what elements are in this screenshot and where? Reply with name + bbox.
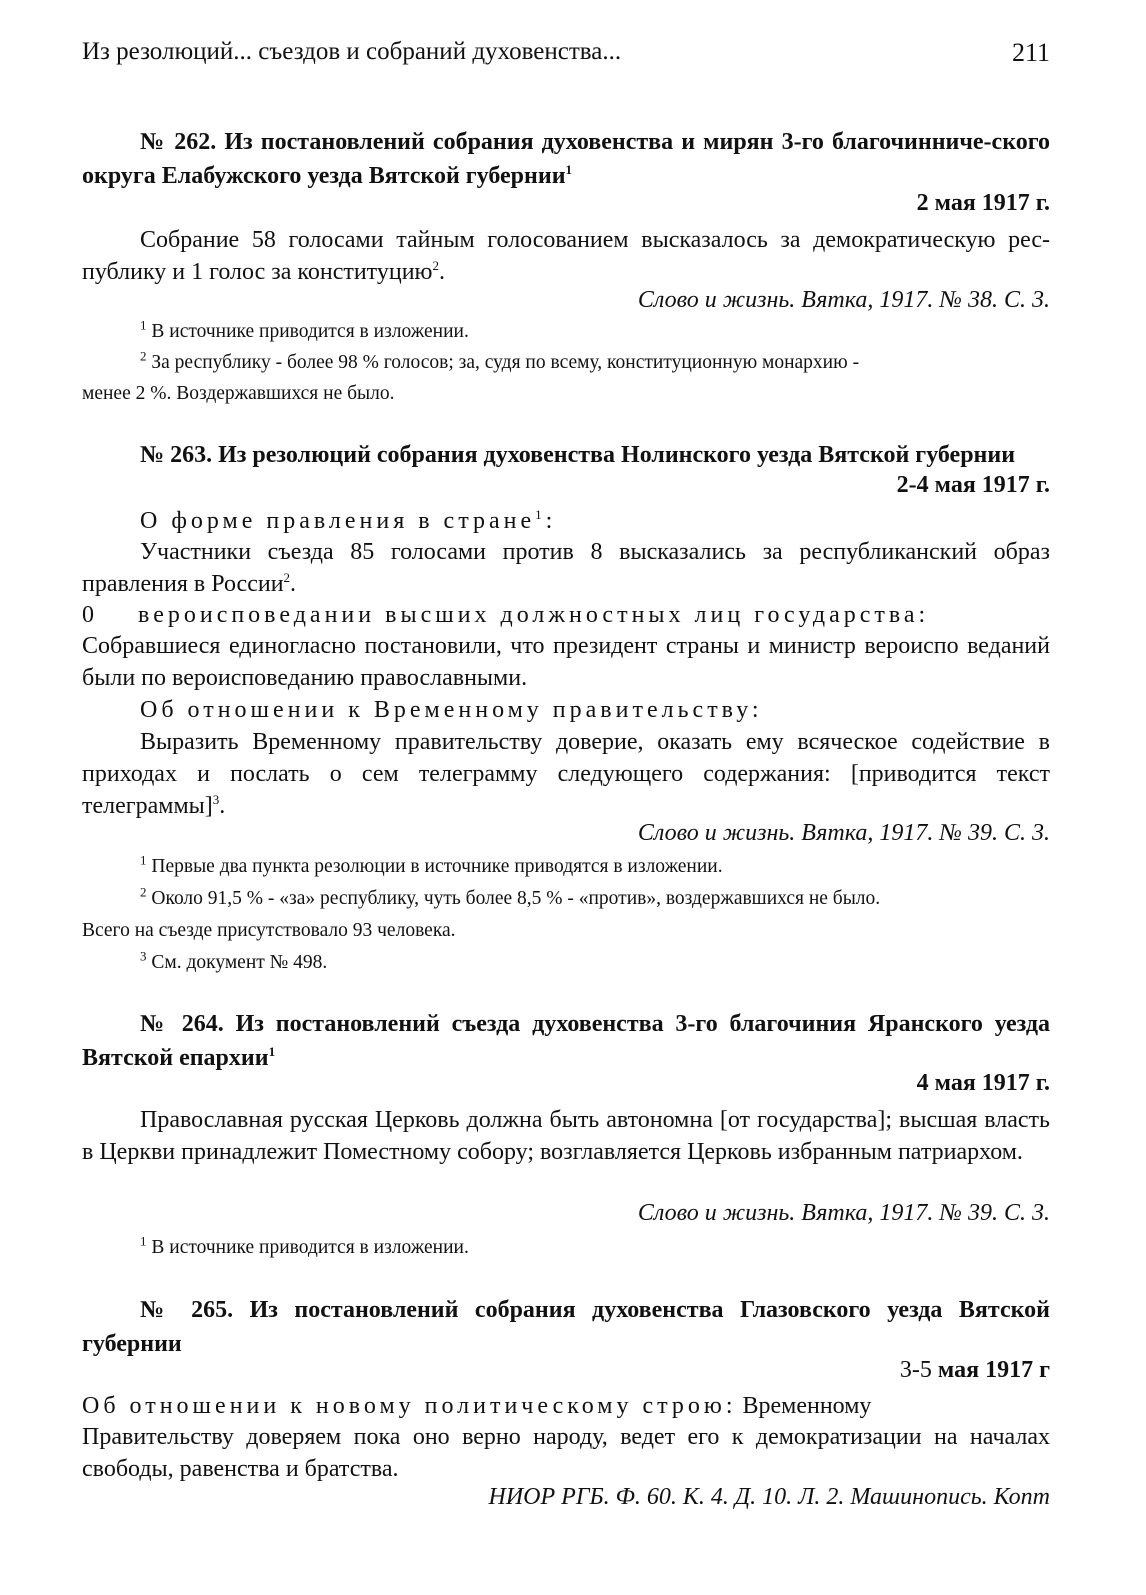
- doc-263-paragraph-3: Выразить Временному правительству доверие, оказать ему всяческое содействие в приходах и послать о сем телеграмму следующего содержания: [приводится текст телеграммы]$^3$.: [82, 729, 1050, 819]
- doc-263-footnote-2-cont: Всего на съезде присутствовало 93 человека.: [82, 920, 456, 941]
- footnote-ref: 1: [535, 507, 546, 522]
- doc-264-date: 4 мая 1917 г.: [916, 1070, 1050, 1096]
- doc-263-paragraph-1: Участники съезда 85 голосами против 8 высказались за республиканский образ правления в России$^2$.: [82, 539, 1050, 597]
- doc-265-title: № 265. Из постановлений собрания духовенства Глазовского уезда Вятской губернии: [82, 1297, 1050, 1357]
- footnote-ref: 3: [212, 792, 220, 807]
- doc-263-footnote-3: $^3$ См. документ № 498.: [140, 948, 328, 973]
- doc-265-heading: Об отношении к новому политическому строю: Временному: [82, 1393, 872, 1419]
- doc-264-footnote-1: $^1$ В источнике приводится в изложении.: [140, 1233, 469, 1258]
- doc-262-title: № 262. Из постановлений собрания духовенства и мирян 3-го благочинниче-ского округа Елабужского уезда Вятской губернии$^1$: [82, 129, 1050, 189]
- footnote-ref: 2: [283, 570, 291, 585]
- doc-265-source: НИОР РГБ. Ф. 60. К. 4. Д. 10. Л. 2. Машинопись. Копт: [488, 1484, 1050, 1510]
- doc-263-heading-religion: 0 вероисповедании высших должностных лиц государства:: [82, 602, 930, 628]
- footnote-ref: 2: [432, 258, 439, 273]
- page-number: 211: [1011, 38, 1050, 67]
- doc-264-paragraph: Православная русская Церковь должна быть автономна [от государства]; высшая власть в Церкви принадлежит Поместному собору; возглавляется Церковь избранным патриархом.: [82, 1107, 1050, 1165]
- running-header: [82, 38, 1050, 68]
- doc-263-source: Слово и жизнь. Вятка, 1917. № 39. С. 3.: [637, 820, 1050, 846]
- doc-263-heading-form: О форме правления в стране$^1$:: [140, 507, 557, 534]
- doc-262-footnote-2: $^2$ За республику - более 98 % голосов; за, судя по всему, конституционную монархию -: [140, 348, 860, 373]
- doc-263-heading-government: Об отношении к Временному правительству:: [140, 697, 763, 723]
- footnote-ref: 1: [565, 162, 573, 177]
- doc-263-footnote-2: $^2$ Около 91,5 % - «за» республику, чуть более 8,5 % - «против», воздержавшихся не было.: [140, 884, 881, 909]
- doc-263-date: 2-4 мая 1917 г.: [896, 472, 1050, 498]
- doc-263-footnote-1: $^1$ Первые два пункта резолюции в источнике приводятся в изложении.: [140, 852, 723, 877]
- doc-262-source: Слово и жизнь. Вятка, 1917. № 38. С. 3.: [637, 287, 1050, 313]
- doc-263-title: № 263. Из резолюций собрания духовенства Нолинского уезда Вятской губернии: [140, 442, 1016, 468]
- doc-262-footnote-1: $^1$ В источнике приводится в изложении.: [140, 317, 469, 342]
- doc-263-paragraph-2: Собравшиеся единогласно постановили, что президент страны и министр вероиспо веданий были по вероисповеданию православными.: [82, 633, 1050, 691]
- doc-264-source: Слово и жизнь. Вятка, 1917. № 39. С. 3.: [637, 1200, 1050, 1226]
- doc-262-footnote-2-cont: менее 2 %. Воздержавшихся не было.: [82, 383, 395, 404]
- doc-265-date: 3-5 мая 1917 г: [899, 1357, 1050, 1383]
- doc-264-title: № 264. Из постановлений съезда духовенства 3-го благочиния Яранского уезда Вятской епархии$^1$: [82, 1011, 1050, 1071]
- doc-262-date: 2 мая 1917 г.: [916, 190, 1050, 216]
- running-title: Из резолюций... съездов и собраний духовенства...: [82, 38, 622, 65]
- footnote-ref: 1: [268, 1044, 276, 1059]
- doc-262-paragraph: Собрание 58 голосами тайным голосованием высказалось за демократическую рес-публику и 1 голос за конституцию$^2$.: [82, 227, 1050, 285]
- doc-265-paragraph: Правительству доверяем пока оно верно народу, ведет его к демократизации на началах свободы, равенства и братства.: [82, 1424, 1050, 1482]
